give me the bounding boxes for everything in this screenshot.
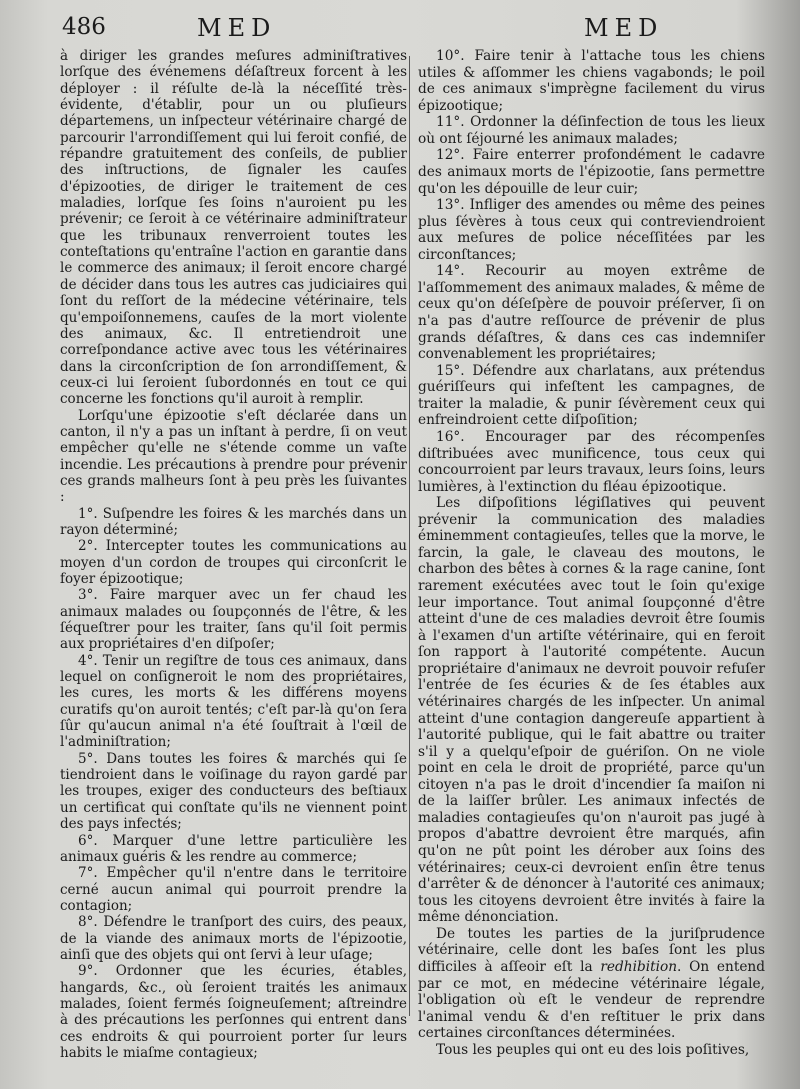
- page-header: [62, 14, 770, 48]
- paragraph: Tous les peuples qui ont eu des lois poſitives,: [436, 1041, 750, 1058]
- list-item: 15°. Défendre aux charlatans, aux prétendus guériſſeurs qui infeſtent les campagnes, de traiter la maladie, & punir ſévèrement ceux qui enfreindroient cette diſpoſition;: [418, 362, 765, 429]
- paragraph: [418, 926, 765, 1042]
- list-item: 9°. Ordonner que les écuries, étables, hangards, &c., où ſeroient traités les animaux malades, ſoient fermés ſoigneuſement; aſtreindre à des précautions les perſonnes qui entrent dans ces endroits & qui pourroient porter ſur leurs habits le miaſme contagieux;: [60, 963, 407, 1061]
- page-number: 486: [62, 14, 106, 40]
- column-divider: [409, 56, 410, 1016]
- list-item: 4°. Tenir un regiſtre de tous ces animaux, dans lequel on conſigneroit le nom des propriétaires, les cures, les morts & les différens moyens curatifs qu'on auroit tentés; c'eſt par-là qu'on ſera ſûr qu'aucun animal n'a été ſouſtrait à l'œil de l'adminiſtration;: [60, 652, 407, 751]
- right-column: [418, 48, 765, 1058]
- text-run: De toutes les parties de la juriſprudence vétérinaire, celle dont les baſes ſont les plus difficiles à aſſeoir eſt la: [418, 925, 765, 975]
- list-item: 2°. Intercepter toutes les communications au moyen d'un cordon de troupes qui circonſcrit le foyer épizootique;: [60, 538, 407, 587]
- list-item: 14°. Recourir au moyen extrême de l'aſſommement des animaux malades, & même de ceux qu'on déſeſpère de pouvoir préſerver, ſi on n'a pas d'autre reſſource de prévenir de plus grands déſaſtres, & dans ces cas indemniſer convenablement les propriétaires;: [418, 263, 765, 363]
- running-head-left: MED: [197, 14, 277, 42]
- list-item: 13°. Infliger des amendes ou même des peines plus ſévères à tous ceux qui contreviendroient aux meſures de police néceſſitées par les circonſtances;: [418, 197, 765, 263]
- list-item: 7°. Empêcher qu'il n'entre dans le territoire cerné aucun animal qui pourroit prendre la contagion;: [60, 865, 407, 914]
- italic-term: redhibition: [600, 958, 678, 975]
- list-item: 6°. Marquer d'une lettre particulière les animaux guéris & les rendre au commerce;: [60, 832, 407, 865]
- text-run: . On entend par ce mot, en médecine vétérinaire légale, l'obligation où eſt le vendeur de reprendre l'animal vendu & d'en reſtituer le prix dans certaines circonſtances déterminées.: [418, 958, 765, 1042]
- list-item: 12°. Faire enterrer profondément le cadavre des animaux morts de l'épizootie, ſans permettre qu'on les dépouille de leur cuir;: [418, 147, 765, 197]
- list-item: 3°. Faire marquer avec un fer chaud les animaux malades ou ſoupçonnés de l'être, & les ſéqueſtrer pour les traiter, ſans qu'il ſoit permis aux propriétaires d'en diſpoſer;: [60, 587, 407, 653]
- list-item: 5°. Dans toutes les foires & marchés qui ſe tiendroient dans le voiſinage du rayon gardé par les troupes, exiger des conducteurs des beſtiaux un certificat qui conſtate qu'ils ne viennent point des pays infectés;: [60, 750, 407, 833]
- left-column: [60, 48, 407, 1061]
- list-item: 16°. Encourager par des récompenſes diſtribuées avec munificence, tous ceux qui concourroient par leurs travaux, leurs ſoins, leurs lumières, à l'extinction du fléau épizootique.: [418, 428, 765, 495]
- paragraph: Lorſqu'une épizootie s'eſt déclarée dans un canton, il n'y a pas un inſtant à perdre, ſi on veut empêcher qu'elle ne s'étende comme un vaſte incendie. Les précautions à prendre pour prévenir ces grands malheurs ſont à peu près les ſuivantes :: [60, 407, 407, 506]
- running-head-right: MED: [584, 14, 664, 42]
- paragraph: à diriger les grandes meſures adminiſtratives lorſque des événemens déſaſtreux forcent à les déployer : il réſulte de-là la néceſſité très-évidente, d'établir, pour un ou pluſieurs départemens, un inſpecteur vétérinaire chargé de parcourir l'arrondiſſement qui lui feroit confié, de répandre gratuitement des conſeils, de publier des inſtructions, de ſignaler les cauſes d'épizooties, de diriger le traitement de ces maladies, lorſque ſes ſoins n'auroient pu les prévenir; ce ſeroit à ce vétérinaire adminiſtrateur que les tribunaux renverroient toutes les conteſtations qu'entraîne l'action en garantie dans le commerce des animaux; il ſeroit encore chargé de décider dans tous les autres cas judiciaires qui ſont du reſſort de la médecine vétérinaire, tels qu'empoiſonnemens, cauſes de la mort violente des animaux, &c. Il entretiendroit une correſpondance active avec tous les vétérinaires dans la circonſcription de ſon arrondiſſement, & ceux-ci lui ſeroient ſubordonnés en tout ce qui concerne les fonctions qu'il auroit à remplir.: [60, 48, 407, 408]
- list-item: 8°. Défendre le tranſport des cuirs, des peaux, de la viande des animaux morts de l'épizootie, ainſi que des objets qui ont ſervi à leur uſage;: [60, 914, 407, 963]
- list-item: 11°. Ordonner la déſinfection de tous les lieux où ont ſéjourné les animaux malades;: [418, 114, 765, 147]
- list-item: 10°. Faire tenir à l'attache tous les chiens utiles & aſſommer les chiens vagabonds; le poil de ces animaux s'imprègne facilement du virus épizootique;: [418, 48, 765, 114]
- list-item: 1°. Suſpendre les foires & les marchés dans un rayon déterminé;: [60, 505, 407, 538]
- paragraph: Les diſpoſitions légiſlatives qui peuvent prévenir la communication des maladies éminemment contagieuſes, telles que la morve, le farcin, la gale, le claveau des moutons, le charbon des bêtes à cornes & la rage canine, ſont rarement exécutées avec tout le ſoin qu'exige leur importance. Tout animal ſoupçonné d'être atteint d'une de ces maladies devroit être ſoumis à l'examen d'un artiſte vétérinaire, qui en feroit ſon rapport à l'autorité compétente. Aucun propriétaire d'animaux ne devroit pouvoir refuſer l'entrée de ſes écuries & de ſes étables aux vétérinaires chargés de les inſpecter. Un animal atteint d'une contagion dangereuſe appartient à l'autorité publique, qui le fait abattre ou traiter s'il y a quelqu'eſpoir de guériſon. On ne viole point en cela le droit de propriété, parce qu'un citoyen n'a pas le droit d'incendier ſa maiſon ni de la laiſſer brûler. Les animaux infectés de maladies contagieuſes qu'on n'auroit pas jugé à propos d'abattre devroient être marqués, afin qu'on ne pût point les dérober aux ſoins des vétérinaires; ceux-ci devroient enſin être tenus d'arrêter & de dénoncer à l'autorité ces animaux; tous les citoyens devroient être invités à faire la même dénonciation.: [418, 495, 765, 926]
